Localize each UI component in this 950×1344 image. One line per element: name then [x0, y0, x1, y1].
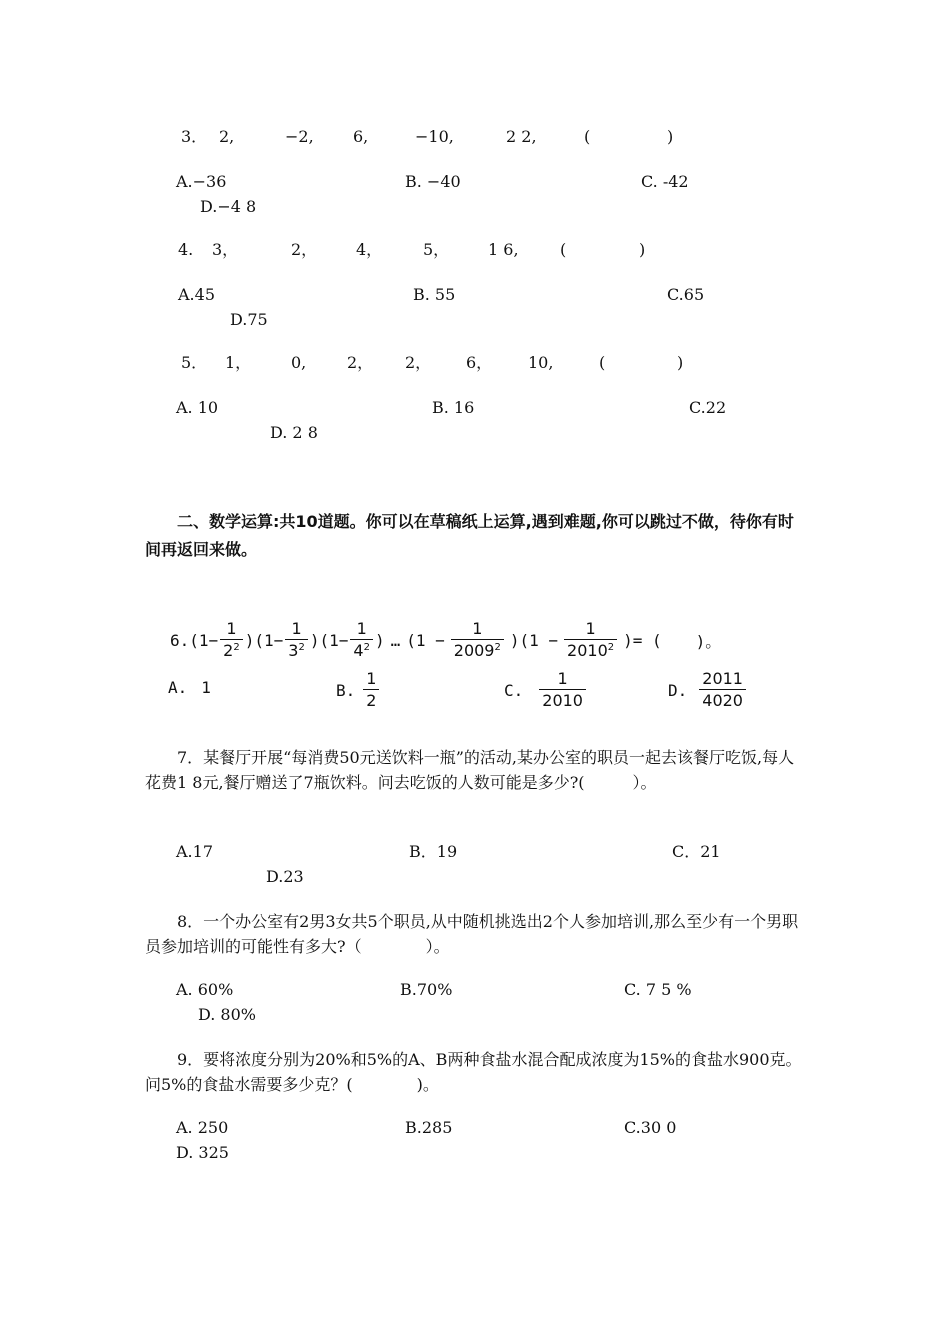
- fraction-denominator: $4^2$: [350, 639, 373, 662]
- q4-term: 4，: [356, 240, 383, 259]
- q3-option-c: C. -42: [641, 172, 689, 191]
- q9-option-a: A. 250: [176, 1118, 229, 1137]
- q6-close: ): [244, 630, 255, 650]
- fraction-numerator: 1: [356, 618, 367, 638]
- q5-answer-close: ): [677, 353, 684, 372]
- q6-open: (1 −: [519, 630, 559, 650]
- q6-close: ): [309, 630, 320, 650]
- q9-option-c: C.30 0: [624, 1118, 677, 1137]
- q6-fraction: [285, 619, 308, 662]
- fraction-numerator: 1: [291, 618, 302, 638]
- q5-number: 5．: [181, 353, 208, 372]
- q7-option-b: B．19: [409, 842, 458, 861]
- q4-term: 2，: [291, 240, 318, 259]
- q3-number: 3．: [181, 127, 208, 146]
- q6-fraction: [451, 619, 504, 662]
- q6-option-b: B. $\frac{1}{2}$: [336, 666, 381, 714]
- q9-option-d: D. 325: [176, 1143, 229, 1162]
- q5-option-a: A. 10: [176, 398, 219, 417]
- q9-option-b: B.285: [405, 1118, 453, 1137]
- q6-option-a: A. 1: [168, 677, 211, 697]
- q5-term: 0,: [291, 353, 307, 372]
- q4-answer-open: (: [560, 240, 567, 259]
- q4-answer-close: ): [639, 240, 646, 259]
- q4-option-b: B. 55: [413, 285, 456, 304]
- q6-equals: = (: [632, 630, 662, 650]
- fraction-denominator: 2009$^2$: [451, 639, 504, 662]
- q3-option-d: D.−4 8: [200, 197, 257, 216]
- q6-close: ): [623, 630, 633, 650]
- q3-term: 6,: [353, 127, 369, 146]
- q3-answer-close: ): [667, 127, 674, 146]
- q4-option-a: A.45: [178, 285, 215, 304]
- fraction-denominator: $3^2$: [285, 639, 308, 662]
- q3-answer-open: (: [584, 127, 591, 146]
- q3-term: 2,: [219, 127, 235, 146]
- q4-term: 5，: [423, 240, 450, 259]
- q5-option-b: B. 16: [432, 398, 475, 417]
- q5-option-c: C.22: [689, 398, 727, 417]
- q6-open: (1−: [254, 630, 284, 650]
- q5-term: 2，: [347, 353, 374, 372]
- q5-term: 2，: [405, 353, 432, 372]
- fraction-denominator: 2010$^2$: [564, 639, 617, 662]
- q6-option-c: C. $\frac{1}{2010}$: [504, 666, 588, 714]
- q6-open: (1−: [189, 630, 219, 650]
- fraction-denominator: $2^2$: [220, 639, 243, 662]
- q6-ellipsis: …: [390, 630, 401, 650]
- q8-option-d: D. 80%: [198, 1005, 256, 1024]
- q3-option-b: B. −40: [405, 172, 461, 191]
- q4-option-d: D.75: [230, 310, 268, 329]
- q5-answer-open: (: [599, 353, 606, 372]
- fraction-numerator: 1: [226, 618, 237, 638]
- q7-option-d: D.23: [266, 867, 304, 886]
- section-heading: 二、数学运算:共10道题。你可以在草稿纸上运算,遇到难题,你可以跳过不做，待你有时间再返回来做。: [145, 512, 794, 559]
- q4-number: 4.: [178, 240, 194, 259]
- q6-close: ): [374, 630, 385, 650]
- q6-formula: [170, 614, 721, 666]
- q8-option-b: B.70%: [400, 980, 453, 999]
- q6-open: (1−: [319, 630, 349, 650]
- q8-option-a: A. 60%: [176, 980, 234, 999]
- q6-fraction: [350, 619, 373, 662]
- q6-fraction: [220, 619, 243, 662]
- q5-term: 10,: [528, 353, 554, 372]
- q4-term: 1 6,: [488, 240, 519, 259]
- q7-stem: 7．某餐厅开展“每消费50元送饮料一瓶”的活动,某办公室的职员一起去该餐厅吃饭,每人花费1 8元,餐厅赠送了7瓶饮料。问去吃饭的人数可能是多少?( ）。: [145, 748, 795, 792]
- q6-close: ): [509, 630, 520, 650]
- q3-term: 2 2,: [506, 127, 537, 146]
- q7-option-c: C．21: [672, 842, 721, 861]
- q5-term: 6，: [466, 353, 493, 372]
- q6-number: 6.: [170, 630, 190, 650]
- fraction-numerator: 1: [585, 618, 596, 638]
- q4-option-c: C.65: [667, 285, 705, 304]
- q5-option-d: D. 2 8: [270, 423, 318, 442]
- q6-option-d: D. $\frac{2011}{4020}$: [668, 666, 748, 714]
- q8-option-c: C. 7 5 %: [624, 980, 692, 999]
- q6-tail: )。: [695, 631, 722, 651]
- q9-stem: 9．要将浓度分别为20%和5%的A、B两种食盐水混合配成浓度为15%的食盐水900克。问5%的食盐水需要多少克？( )。: [145, 1050, 802, 1094]
- q8-stem: 8．一个办公室有2男3女共5个职员,从中随机挑选出2个人参加培训,那么至少有一个男职员参加培训的可能性有多大?（ ）。: [145, 912, 799, 956]
- q4-term: 3，: [212, 240, 239, 259]
- q7-option-a: A.17: [176, 842, 213, 861]
- q5-term: 1，: [225, 353, 252, 372]
- q6-open: (1 −: [406, 630, 445, 650]
- fraction-numerator: 1: [472, 618, 483, 638]
- q3-term: −10,: [415, 127, 454, 146]
- q6-fraction: [564, 619, 617, 662]
- q3-term: −2,: [285, 127, 314, 146]
- q3-option-a: A.−36: [176, 172, 227, 191]
